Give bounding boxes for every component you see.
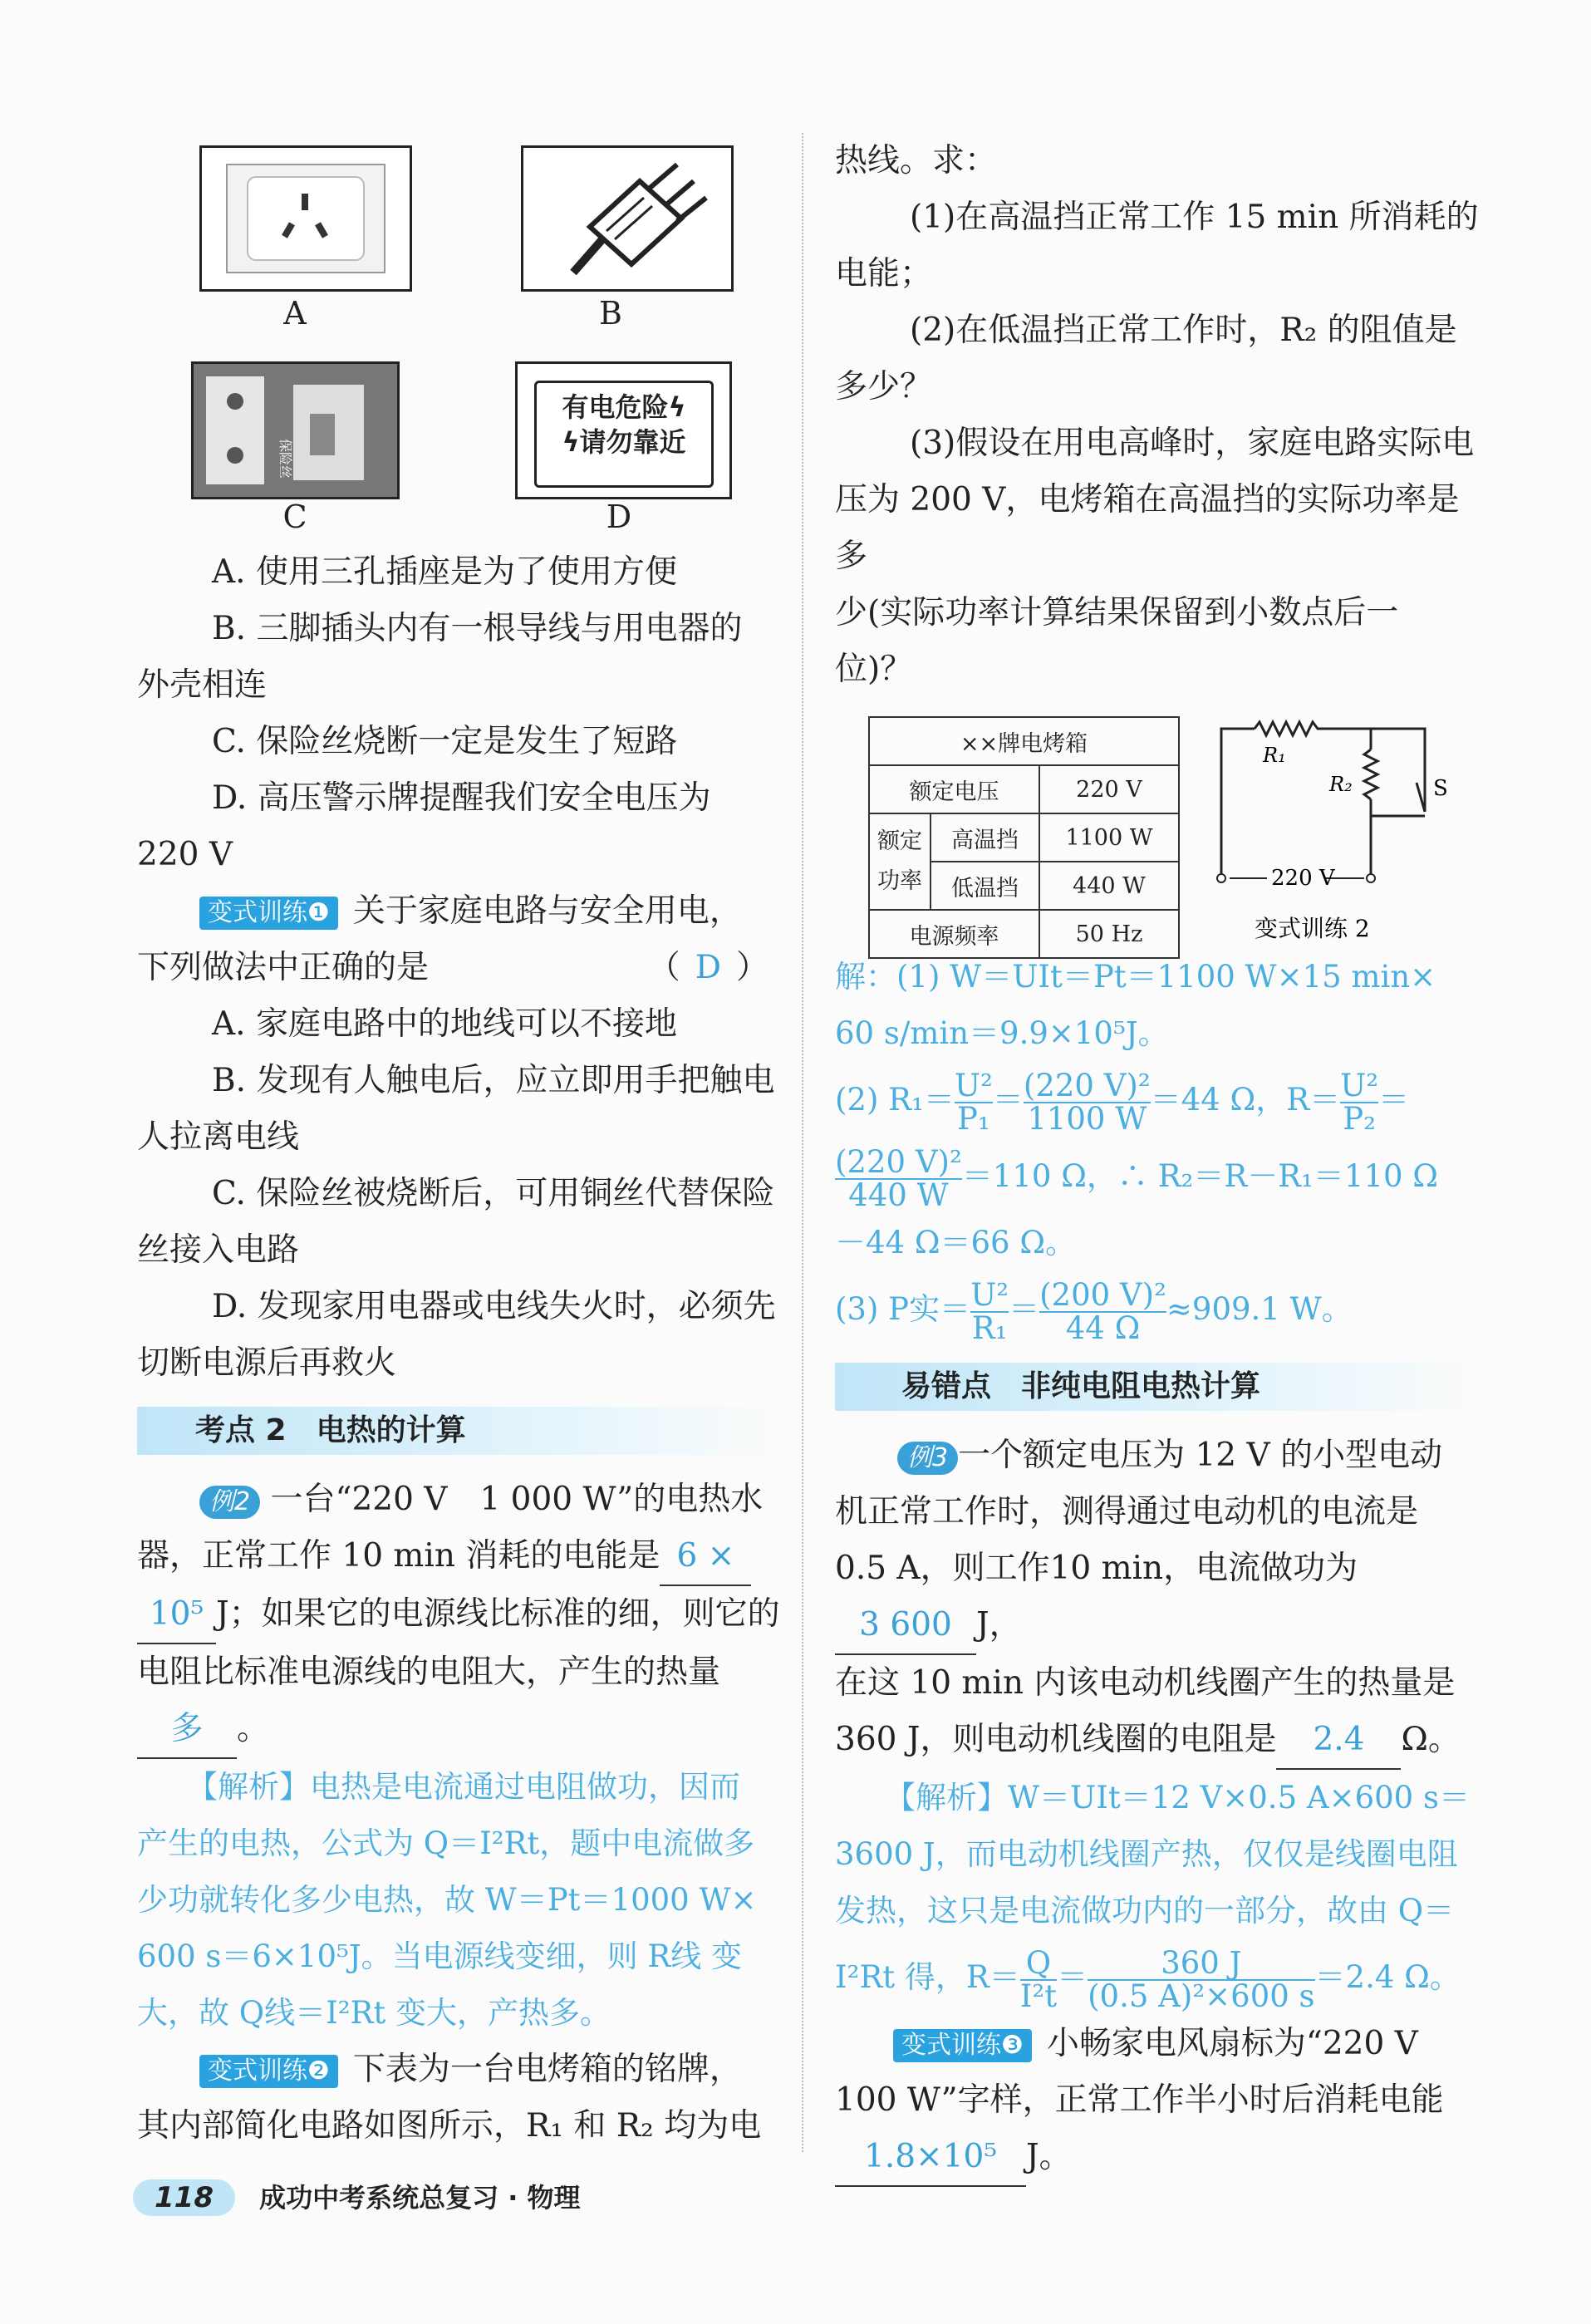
r2-label: R₂: [1329, 773, 1353, 796]
figure-c-fuse: [191, 361, 400, 499]
ex2-analysis-1: 【解析】电热是电流通过电阻做功，因而: [187, 1769, 740, 1805]
ex2-line1: 例2 一台“220 V 1 000 W”的电热水: [137, 1472, 785, 1528]
figure-d-label: D: [606, 499, 632, 535]
var1-option-c: C. 保险丝被烧断后，可用铜丝代替保险: [212, 1175, 775, 1212]
q1-option-d: D. 高压警示牌提醒我们安全电压为: [212, 779, 711, 817]
r2-resistor: [1364, 749, 1377, 799]
figure-a-label: A: [283, 295, 307, 332]
var2-q3-cont3: 位)？: [835, 651, 913, 688]
var2-solution-2: 60 s/min＝9.9×10⁵J。: [835, 1015, 1169, 1051]
spec-table: ××牌电烤箱 额定电压 220 V 额定 功率 高温挡 1100 W 低温挡 440 W 电源频率 50 Hz: [868, 716, 1180, 959]
var2-solution-4: $\frac{\text{(220 V)²}}{440 W}$ ＝110 Ω，∴ R₂＝R－R₁＝110 Ω: [835, 1143, 1438, 1213]
var2-q2: (2)在低温挡正常工作时，R₂ 的阻值是: [910, 312, 1457, 349]
var1-option-c-cont: 丝接入电路: [137, 1231, 300, 1269]
ex2-blank-2: 多: [137, 1701, 237, 1759]
var1-option-b: B. 发现有人触电后，应立即用手把触电: [212, 1062, 775, 1099]
figure-a-socket: [199, 145, 412, 292]
r1-label: R₁: [1263, 744, 1286, 767]
ex2-tag: 例2: [199, 1486, 260, 1519]
var3-line2: 100 W”字样，正常工作半小时后消耗电能: [835, 2081, 1444, 2119]
var2-q3-cont1: 压为 200 V，电烤箱在高温挡的实际功率是多: [835, 481, 1460, 575]
ex3-analysis-4: I²Rt 得，R＝ $\frac{Q}{\text{I²t}}$ ＝ $\frac{360 J}{\text{(0.5 A)²×600 s}}$ ＝2.4 Ω。: [835, 1944, 1461, 2014]
var1-tag: 变式训练❶: [199, 897, 338, 930]
figure-b-label: B: [599, 295, 622, 332]
ex3-blank-2: 2.4: [1276, 1712, 1401, 1770]
var2-q1: (1)在高温挡正常工作 15 min 所消耗的: [910, 199, 1479, 236]
ex2-line3: 10⁵ J；如果它的电源线比标准的细，则它的: [137, 1586, 785, 1644]
s-label: S: [1433, 776, 1448, 801]
ex2-line4: 电阻比标准电源线的电阻大，产生的热量: [137, 1653, 721, 1691]
page-number: 118: [133, 2179, 235, 2216]
var2-q2-cont: 多少？: [835, 368, 933, 405]
var2-tag: 变式训练❷: [199, 2055, 338, 2088]
ex2-analysis-5: 大，故 Q线＝I²Rt 变大，产热多。: [137, 1995, 611, 2031]
ex2-line5: 多 。: [137, 1701, 785, 1759]
var1-stem-cont: 下列做法中正确的是 （ D ）: [137, 949, 768, 986]
var1-option-b-cont: 人拉离电线: [137, 1118, 300, 1156]
var2-q3-cont2: 少(实际功率计算结果保留到小数点后一: [835, 594, 1399, 631]
q1-option-b: B. 三脚插头内有一根导线与用电器的: [212, 610, 743, 647]
var2-solution-5: －44 Ω＝66 Ω。: [835, 1225, 1077, 1260]
ex3-analysis-3: 发热，这只是电流做功内的一部分，故由 Q＝: [835, 1893, 1455, 1928]
var3-line3: 1.8×10⁵ J。: [835, 2129, 1483, 2187]
var3-tag: 变式训练❸: [893, 2029, 1032, 2062]
q1-option-a: A. 使用三孔插座是为了使用方便: [212, 553, 677, 591]
fuse-label: 保险丝: [277, 439, 293, 479]
ex3-line3: 0.5 A，则工作10 min，电流做功为3 600 J，: [835, 1540, 1483, 1655]
var2-figures: [835, 708, 1483, 949]
section-2-heading: 考点 2 电热的计算: [137, 1407, 785, 1455]
circuit-caption: 变式训练 2: [1255, 915, 1370, 942]
var2-solution-6: (3) P实＝ $\frac{\text{U²}}{\text{R₁}}$ ＝ $\frac{\text{(200 V)²}}{44 \Omega}$ ≈909.1 W。: [835, 1276, 1353, 1346]
right-column: [835, 133, 1483, 2187]
ex2-blank-1a: 6 ×: [660, 1528, 751, 1586]
ex3-line5: 360 J，则电动机线圈的电阻是 2.4 Ω。: [835, 1712, 1483, 1770]
var2-stem-cont: 其内部简化电路如图所示，R₁ 和 R₂ 均为电: [137, 2107, 762, 2145]
r1-resistor: [1255, 722, 1318, 735]
figure-b-plug: [521, 145, 734, 292]
figure-c-label: C: [282, 499, 307, 535]
ex2-analysis-2: 产生的电热，公式为 Q＝I²Rt，题中电流做多: [137, 1825, 755, 1861]
ex2-line2: 器，正常工作 10 min 消耗的电能是 6 ×: [137, 1528, 785, 1586]
lightning-icon: ϟ: [668, 391, 686, 423]
q1-option-c: C. 保险丝烧断一定是发生了短路: [212, 723, 678, 760]
book-title: 成功中考系统总复习 · 物理: [259, 2182, 581, 2213]
circuit-diagram: [1205, 712, 1454, 953]
ex3-line2: 机正常工作时，测得通过电动机的电流是: [835, 1493, 1419, 1530]
ex2-blank-1b: 10⁵: [137, 1586, 216, 1644]
var2-solution-1: 解：(1) W＝UIt＝Pt＝1100 W×15 min×: [835, 959, 1436, 995]
q1-option-d-cont: 220 V: [137, 836, 233, 873]
var2-stem-end: 热线。求：: [835, 142, 998, 179]
column-divider: [802, 133, 803, 2152]
var3-line1: 变式训练❸ 小畅家电风扇标为“220 V: [835, 2016, 1483, 2072]
voltage-label: 220 V: [1271, 866, 1335, 891]
var2-stem: 变式训练❷ 下表为一台电烤箱的铭牌，: [137, 2041, 785, 2098]
sign-line2: 请勿靠近: [579, 426, 686, 458]
var3-blank: 1.8×10⁵: [835, 2129, 1026, 2187]
sign-line1: 有电危险: [562, 391, 669, 423]
var2-q3: (3)假设在用电高峰时，家庭电路实际电: [910, 425, 1475, 462]
q1-option-b-cont: 外壳相连: [137, 666, 268, 704]
section-error-heading: 易错点 非纯电阻电热计算: [835, 1363, 1483, 1411]
lightning-icon: ϟ: [562, 426, 580, 458]
ex3-analysis-2: 3600 J，而电动机线圈产热，仅仅是线圈电阻: [835, 1836, 1458, 1872]
var1-option-d: D. 发现家用电器或电线失火时，必须先: [212, 1288, 776, 1325]
spec-table-title: ××牌电烤箱: [869, 717, 1179, 765]
var1-option-a: A. 家庭电路中的地线可以不接地: [212, 1005, 677, 1043]
var2-solution-3: (2) R₁＝ $\frac{\text{U²}}{\text{P₁}}$ ＝ $\frac{\text{(220 V)²}}{1100 W}$ ＝44 Ω，R＝ $\frac{\text{U²}}{\text{P₂}}$ ＝: [835, 1067, 1410, 1137]
page-footer: [133, 2177, 581, 2216]
var1-answer: D: [695, 949, 721, 986]
ex3-blank-1: 3 600: [835, 1597, 976, 1655]
ex2-analysis-4: 600 s＝6×10⁵J。当电源线变细，则 R线 变: [137, 1938, 743, 1974]
figure-d-warning-sign: [515, 361, 732, 499]
ex3-tag: 例3: [897, 1442, 958, 1475]
ex3-analysis-1: 【解析】W＝UIt＝12 V×0.5 A×600 s＝: [885, 1780, 1470, 1815]
ex2-analysis-3: 少功就转化多少电热，故 W＝Pt＝1000 W×: [137, 1882, 757, 1918]
var1-stem: 变式训练❶ 关于家庭电路与安全用电，: [137, 883, 785, 940]
ex3-line1: 例3 一个额定电压为 12 V 的小型电动: [835, 1427, 1483, 1484]
left-column: [137, 544, 785, 2154]
var2-q1-cont: 电能；: [835, 255, 933, 292]
var1-option-d-cont: 切断电源后再救火: [137, 1344, 397, 1382]
ex3-line4: 在这 10 min 内该电动机线圈产生的热量是: [835, 1664, 1456, 1702]
